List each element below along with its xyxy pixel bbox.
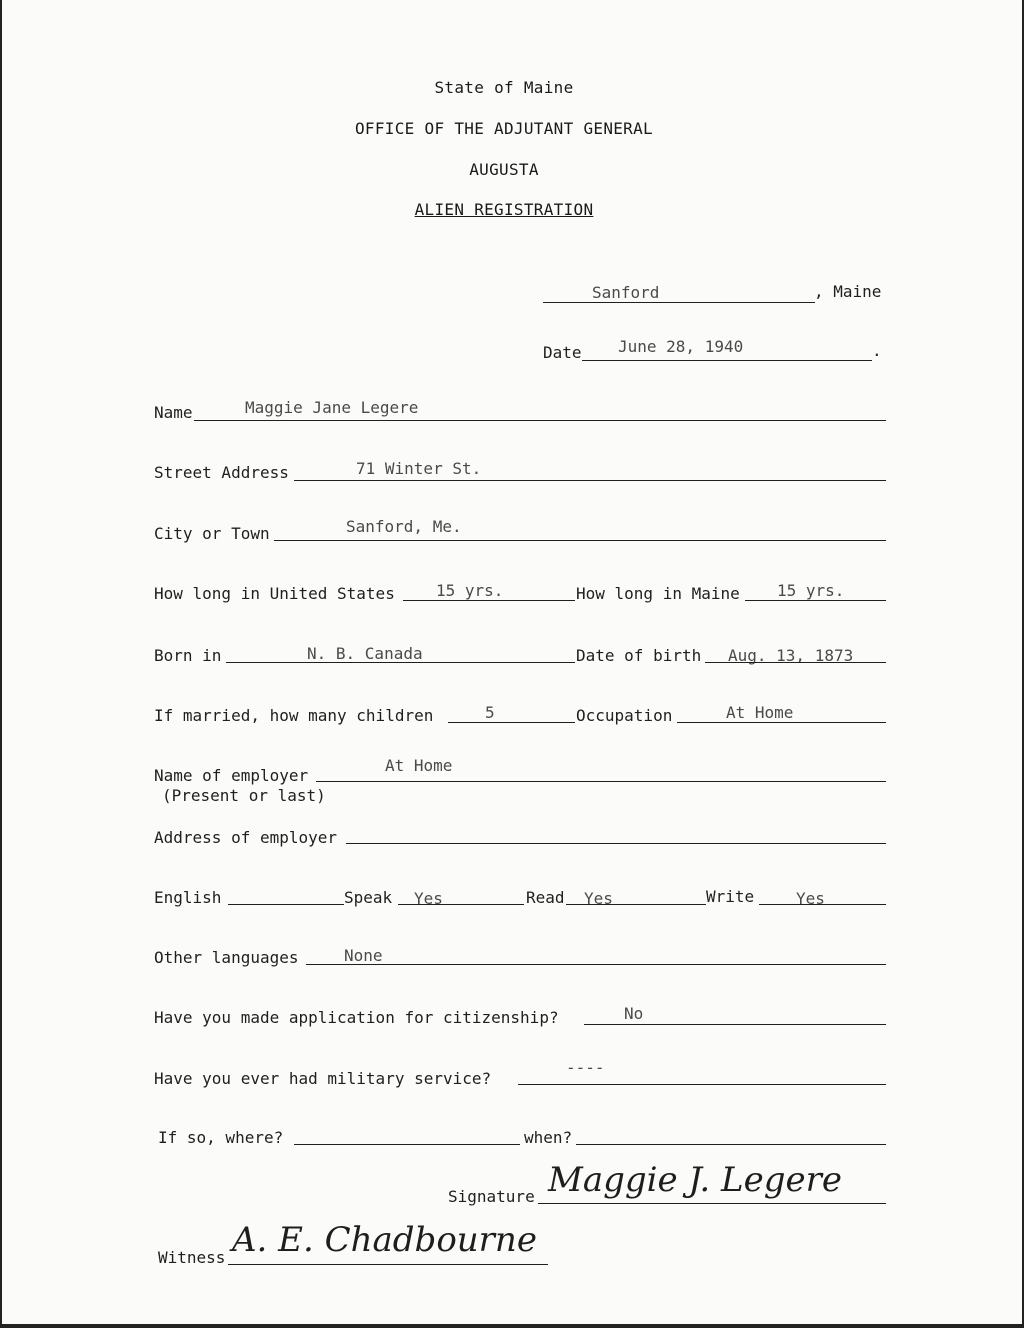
military-label: Have you ever had military service? — [154, 1069, 492, 1088]
occupation-label: Occupation — [576, 706, 673, 725]
signature-handwriting: Maggie J. Legere — [548, 1160, 842, 1200]
signature-line — [538, 1203, 886, 1204]
military-line — [518, 1084, 886, 1085]
name-label: Name — [154, 403, 193, 422]
occupation-value: At Home — [726, 703, 794, 722]
street-value: 71 Winter St. — [356, 459, 482, 478]
read-value: Yes — [584, 889, 613, 908]
english-label: English — [154, 888, 222, 907]
header-office: OFFICE OF THE ADJUTANT GENERAL — [355, 119, 653, 138]
city-label: City or Town — [154, 524, 270, 543]
city-line — [274, 540, 886, 541]
scan-edge-bottom — [0, 1324, 1024, 1328]
birth-date-value: Aug. 13, 1873 — [728, 646, 854, 665]
header-form-title: ALIEN REGISTRATION — [414, 200, 594, 219]
citizenship-line — [584, 1024, 886, 1025]
maine-duration-line — [745, 600, 886, 601]
speak-line — [398, 904, 524, 905]
us-duration-label: How long in United States — [154, 584, 395, 603]
where-line — [294, 1144, 520, 1145]
citizenship-value: No — [624, 1004, 644, 1023]
date-line — [582, 360, 872, 361]
speak-label: Speak — [344, 888, 393, 907]
write-value: Yes — [796, 889, 825, 908]
occupation-line — [677, 722, 886, 723]
read-line — [566, 904, 706, 905]
us-duration-line — [403, 600, 575, 601]
place-value: Sanford — [592, 283, 660, 302]
born-value: N. B. Canada — [307, 644, 423, 663]
street-label: Street Address — [154, 463, 289, 482]
employer-line — [316, 781, 886, 782]
employer-address-line — [346, 843, 886, 844]
employer-sublabel: (Present or last) — [162, 786, 326, 805]
speak-value: Yes — [414, 889, 443, 908]
birth-date-label: Date of birth — [576, 646, 702, 665]
header-state: State of Maine — [434, 78, 574, 97]
employer-value: At Home — [385, 756, 453, 775]
write-line — [759, 904, 886, 905]
city-value: Sanford, Me. — [346, 517, 462, 536]
born-label: Born in — [154, 646, 222, 665]
children-label: If married, how many children — [154, 706, 434, 725]
street-line — [294, 480, 886, 481]
when-line — [576, 1144, 886, 1145]
name-line — [194, 420, 886, 421]
birth-date-line — [705, 662, 886, 663]
date-value: June 28, 1940 — [618, 337, 744, 356]
witness-handwriting: A. E. Chadbourne — [232, 1220, 537, 1260]
name-value: Maggie Jane Legere — [245, 398, 419, 417]
read-label: Read — [526, 888, 565, 907]
where-label: If so, where? — [158, 1128, 284, 1147]
employer-label: Name of employer — [154, 766, 309, 785]
us-duration-value: 15 yrs. — [436, 581, 504, 600]
other-languages-value: None — [344, 946, 383, 965]
witness-label: Witness — [158, 1248, 226, 1267]
place-suffix: , Maine — [814, 282, 882, 301]
citizenship-label: Have you made application for citizenship? — [154, 1008, 559, 1027]
english-line — [228, 904, 344, 905]
date-label: Date — [543, 343, 582, 362]
other-languages-label: Other languages — [154, 948, 299, 967]
military-value: ---- — [566, 1058, 605, 1077]
header-city: AUGUSTA — [469, 160, 539, 179]
maine-duration-label: How long in Maine — [576, 584, 740, 603]
maine-duration-value: 15 yrs. — [777, 581, 845, 600]
when-label: when? — [524, 1128, 573, 1147]
date-suffix: . — [872, 341, 882, 360]
other-languages-line — [306, 964, 886, 965]
witness-line — [228, 1264, 548, 1265]
born-line — [226, 662, 575, 663]
employer-address-label: Address of employer — [154, 828, 338, 847]
write-label: Write — [706, 887, 755, 906]
signature-label: Signature — [448, 1187, 535, 1206]
children-line — [448, 722, 575, 723]
children-value: 5 — [485, 703, 495, 722]
place-line — [543, 302, 815, 303]
